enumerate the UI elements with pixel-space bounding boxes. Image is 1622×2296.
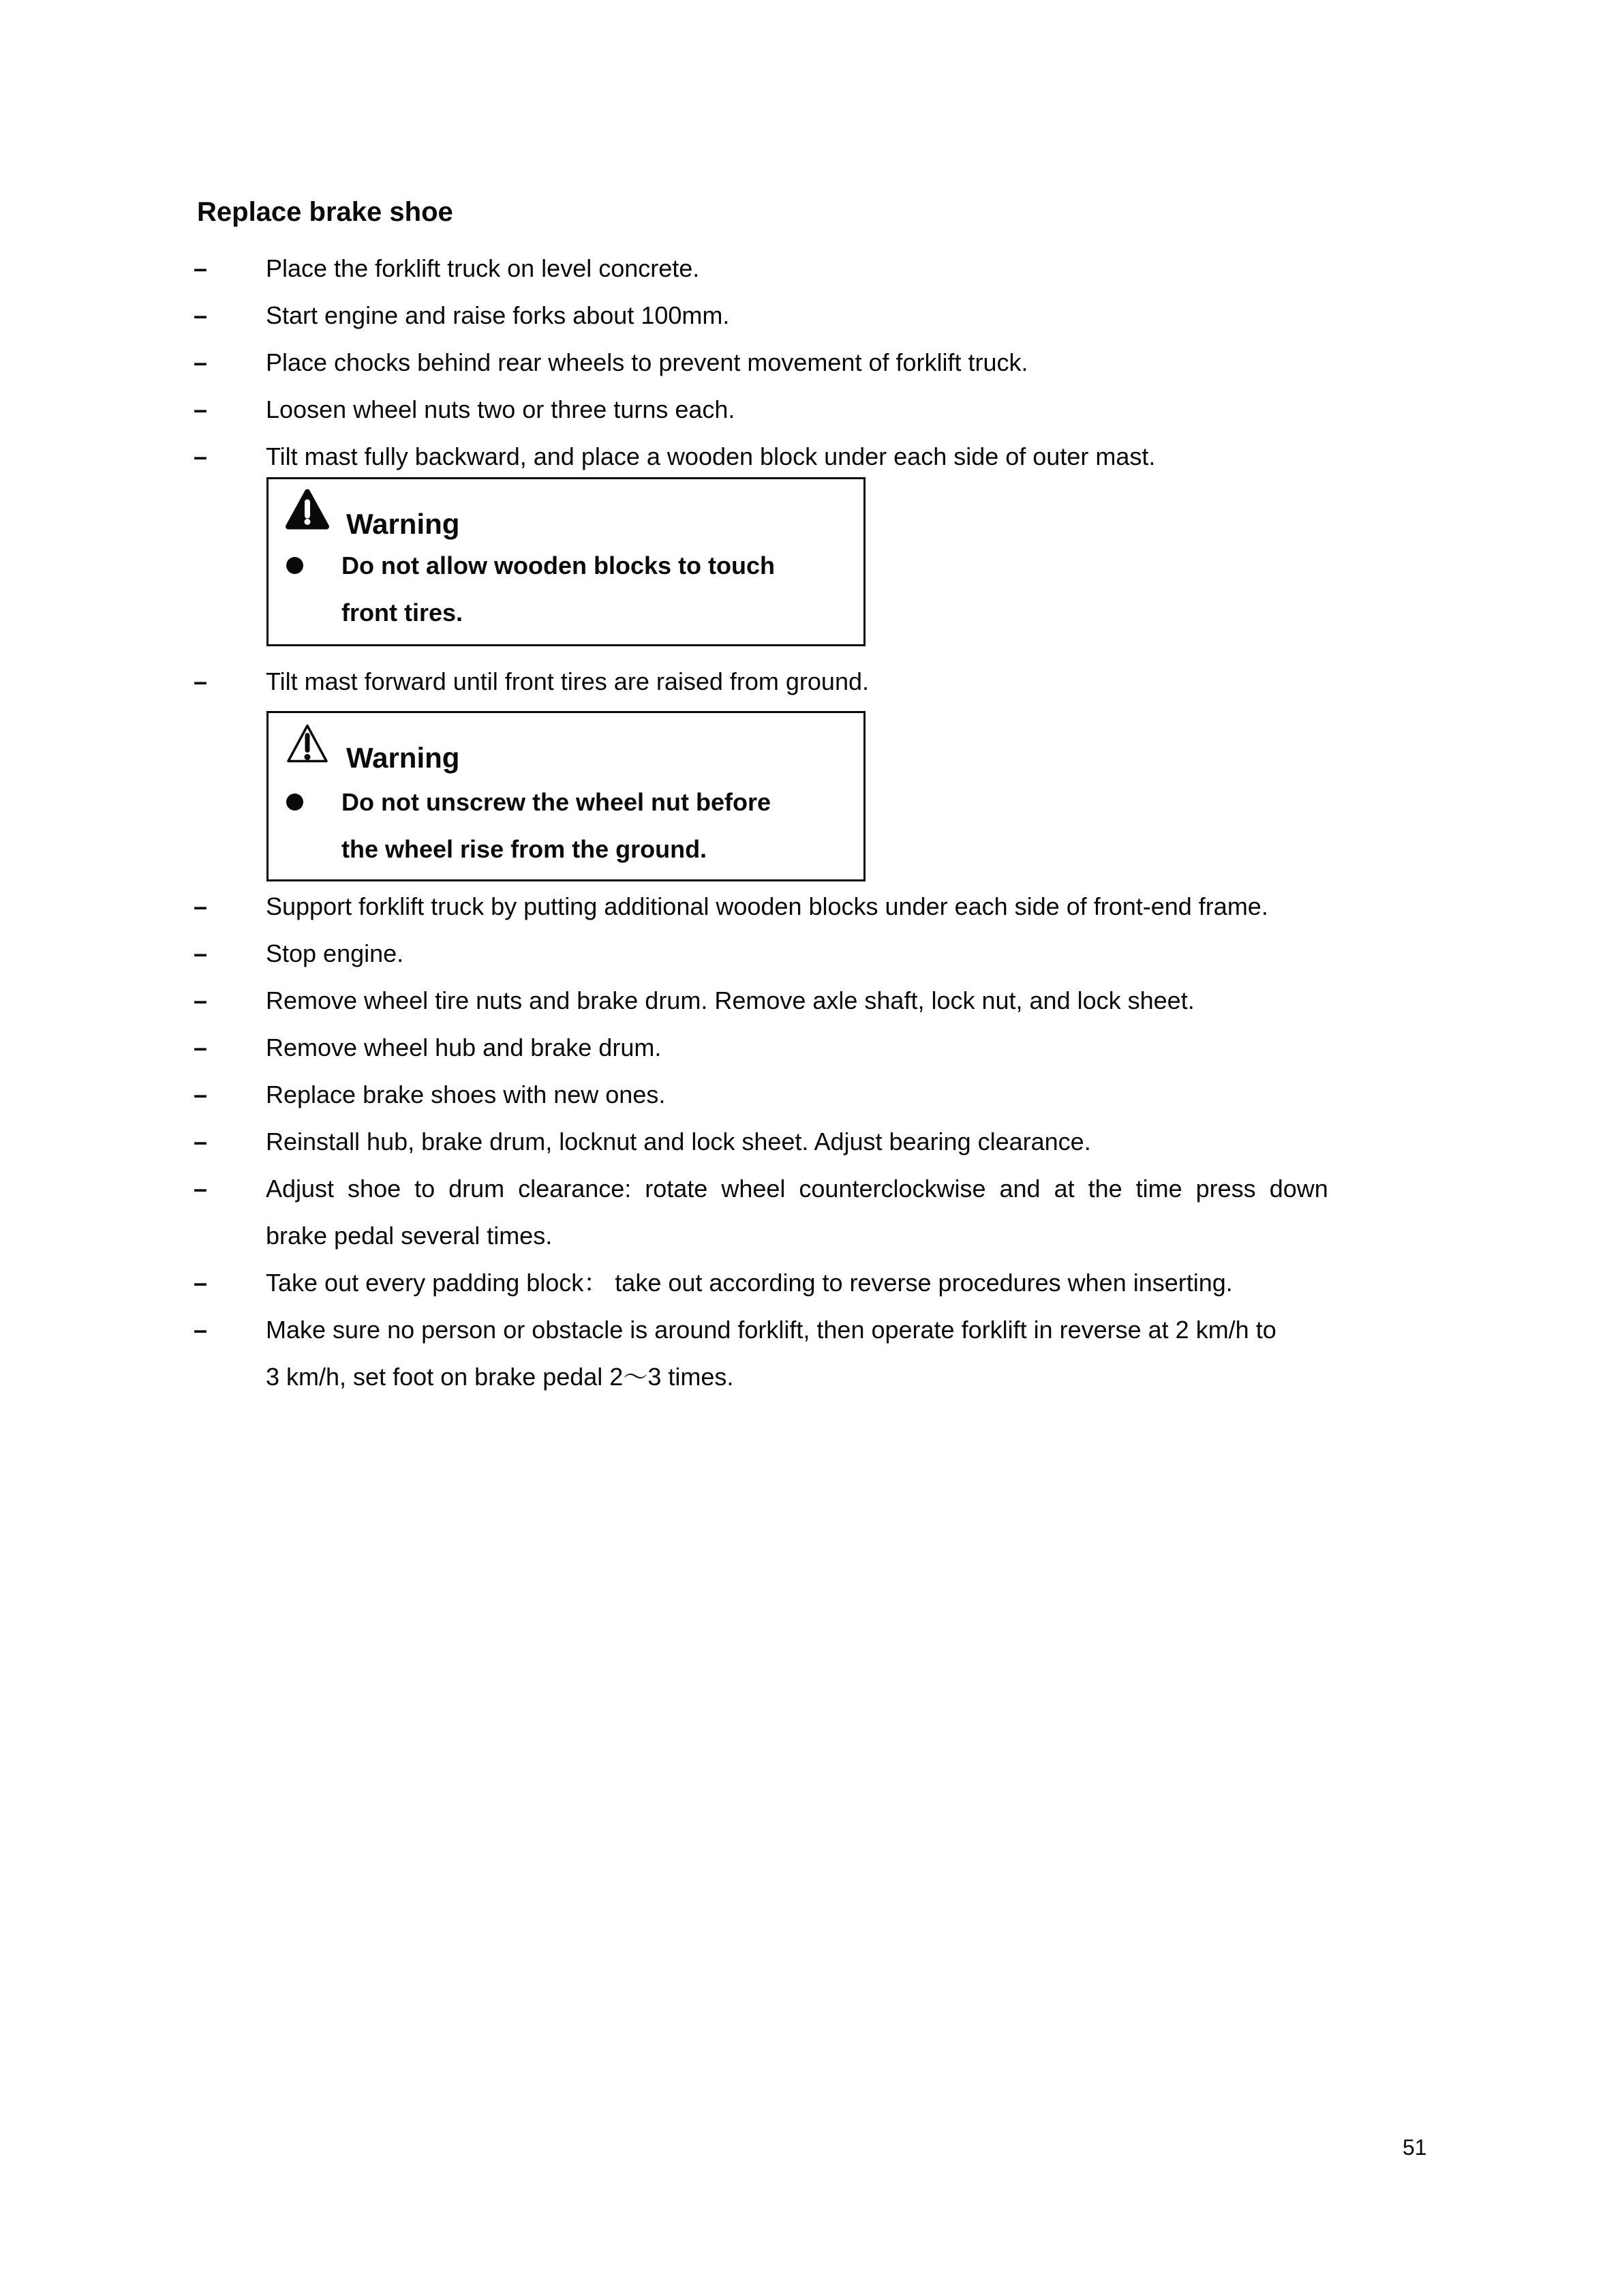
- warning-text-line: the wheel rise from the ground.: [341, 835, 707, 863]
- warning-title: Warning: [346, 742, 460, 774]
- instruction-list-middle: [194, 658, 1461, 705]
- dash-marker: –: [194, 442, 208, 470]
- list-item-text: Start engine and raise forks about 100mm.: [266, 301, 730, 329]
- page-title: Replace brake shoe: [197, 197, 453, 227]
- list-item-text: brake pedal several times.: [266, 1222, 553, 1250]
- list-item: [194, 1306, 1461, 1400]
- list-item: [194, 658, 1461, 705]
- list-item: [194, 930, 1461, 977]
- list-item-text: Tilt mast fully backward, and place a wooden block under each side of outer mast.: [266, 442, 1156, 470]
- dash-marker: –: [194, 301, 208, 329]
- warning-text: [341, 542, 775, 636]
- page-number: 51: [1403, 2135, 1427, 2160]
- list-item: [194, 977, 1461, 1024]
- bullet-dot-icon: [286, 557, 303, 574]
- list-item-text: 3 km/h, set foot on brake pedal 2～3 times.: [266, 1363, 734, 1391]
- dash-marker: –: [194, 348, 208, 376]
- warning-triangle-outline-icon: [285, 721, 330, 768]
- list-item: [194, 1259, 1461, 1306]
- list-item: [194, 386, 1461, 433]
- list-item-text: Replace brake shoes with new ones.: [266, 1081, 666, 1108]
- list-item-text: Tilt mast forward until front tires are raised from ground.: [266, 667, 869, 695]
- list-item-text: Reinstall hub, brake drum, locknut and lock sheet. Adjust bearing clearance.: [266, 1128, 1091, 1155]
- list-item-text: Place the forklift truck on level concrete.: [266, 254, 700, 282]
- list-item: [194, 883, 1461, 930]
- dash-marker: –: [194, 1316, 208, 1344]
- list-item-text: Place chocks behind rear wheels to prevent movement of forklift truck.: [266, 348, 1028, 376]
- list-item-text: Support forklift truck by putting additional wooden blocks under each side of front-end frame.: [266, 892, 1268, 920]
- dash-marker: –: [194, 395, 208, 423]
- list-item: [194, 1165, 1461, 1259]
- warning-text-line: Do not allow wooden blocks to touch: [341, 552, 775, 579]
- list-item-text: Adjust shoe to drum clearance: rotate wheel counterclockwise and at the time press down: [266, 1175, 1328, 1203]
- list-item-text: Remove wheel tire nuts and brake drum. Remove axle shaft, lock nut, and lock sheet.: [266, 986, 1195, 1014]
- list-item-text: Loosen wheel nuts two or three turns each.: [266, 395, 735, 423]
- instruction-list-bottom: [194, 883, 1461, 1400]
- dash-marker: –: [194, 1175, 208, 1203]
- list-item-text: Stop engine.: [266, 939, 404, 967]
- warning-box-2: [266, 711, 866, 881]
- list-item: [194, 1071, 1461, 1118]
- dash-marker: –: [194, 1128, 208, 1155]
- dash-marker: –: [194, 892, 208, 920]
- dash-marker: –: [194, 667, 208, 695]
- warning-box-1: [266, 477, 866, 646]
- instruction-list-top: [194, 245, 1461, 480]
- list-item-text: Take out every padding block： take out according to reverse procedures when inserting.: [266, 1269, 1233, 1297]
- warning-triangle-filled-icon: [285, 487, 330, 534]
- dash-marker: –: [194, 1081, 208, 1108]
- warning-text: [341, 779, 771, 873]
- dash-marker: –: [194, 986, 208, 1014]
- list-item: [194, 245, 1461, 292]
- warning-title: Warning: [346, 508, 460, 540]
- list-item: [194, 1024, 1461, 1071]
- list-item: [194, 1118, 1461, 1165]
- bullet-dot-icon: [286, 794, 303, 811]
- list-item-text: Make sure no person or obstacle is around forklift, then operate forklift in reverse at 2 km/h to: [266, 1316, 1276, 1344]
- list-item: [194, 433, 1461, 480]
- warning-text-line: Do not unscrew the wheel nut before: [341, 788, 771, 816]
- warning-text-line: front tires.: [341, 599, 463, 626]
- list-item: [194, 339, 1461, 386]
- list-item-text: Remove wheel hub and brake drum.: [266, 1033, 662, 1061]
- dash-marker: –: [194, 939, 208, 967]
- dash-marker: –: [194, 1269, 208, 1297]
- dash-marker: –: [194, 254, 208, 282]
- list-item: [194, 292, 1461, 339]
- dash-marker: –: [194, 1033, 208, 1061]
